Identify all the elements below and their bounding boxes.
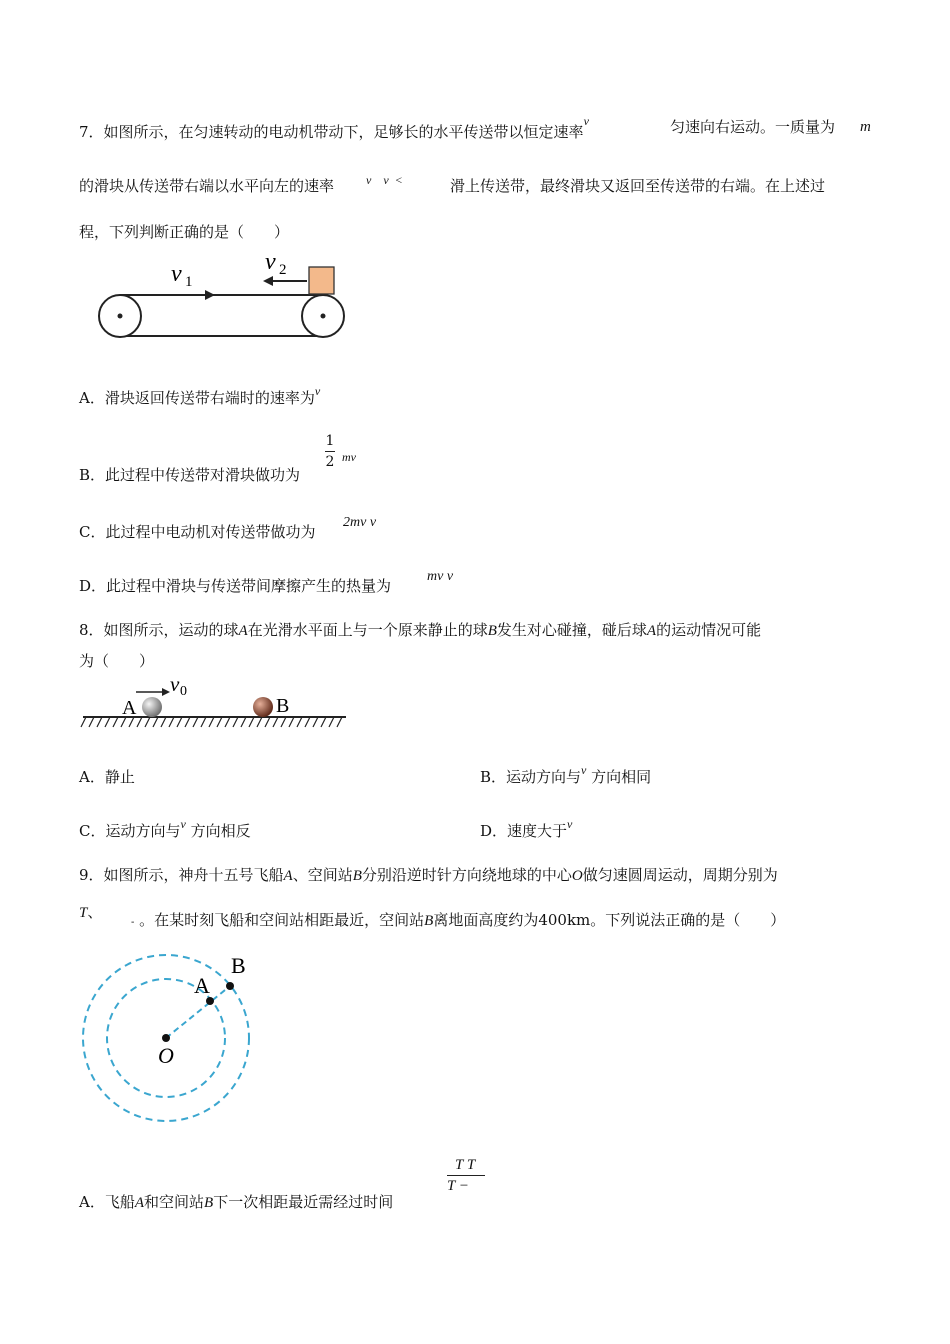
q9-line1: 9．如图所示，神舟十五号飞船A、空间站B分别沿逆时针方向绕地球的中心O做匀速圆周运动，周期分别为 <box>79 866 778 884</box>
center-point <box>162 1034 170 1042</box>
q7-option-c: C．此过程中电动机对传送带做功为 <box>79 523 316 541</box>
q7-line1: 7．如图所示，在匀速转动的电动机带动下，足够长的水平传送带以恒定速率$^v$ <box>79 114 589 141</box>
q9-option-a-fraction: T T T − <box>447 1156 485 1195</box>
ball-b <box>253 697 273 717</box>
ball-a-label: A <box>122 697 137 719</box>
q7-line2b: 滑上传送带，最终滑块又返回至传送带的右端。在上述过 <box>450 177 826 195</box>
q7-line2a: 的滑块从传送带右端以水平向左的速率 <box>79 177 335 195</box>
v1-label: v <box>171 261 182 287</box>
label-o: O <box>158 1043 174 1068</box>
q7-option-b: B．此过程中传送带对滑块做功为 <box>79 466 301 484</box>
conveyor-belt <box>99 295 344 337</box>
q8-option-b: B．运动方向与$^v$ 方向相同 <box>480 763 652 786</box>
v0-label: v <box>170 672 180 696</box>
q9-option-a: A．飞船A和空间站B下一次相距最近需经过时间 <box>79 1193 394 1211</box>
slider-block <box>309 267 334 294</box>
q7-option-b-fraction: 1 2 <box>325 433 335 470</box>
q8-option-c: C．运动方向与$^v$ 方向相反 <box>79 817 251 840</box>
label-b: B <box>231 953 246 978</box>
q8-option-a: A．静止 <box>79 768 135 786</box>
q7-mass-symbol: m <box>860 119 871 135</box>
v2-sub: 2 <box>279 262 287 278</box>
point-b <box>226 982 234 990</box>
collision-figure <box>80 672 350 734</box>
v0-sub: 0 <box>180 684 187 699</box>
q7-option-d-tail: mv v <box>427 569 454 584</box>
q8-option-d: D．速度大于$^v$ <box>480 817 573 840</box>
q7-v2-symbol: v v < <box>366 173 403 187</box>
q8-line1: 8．如图所示，运动的球A在光滑水平面上与一个原来静止的球B发生对心碰撞，碰后球A的运动情况可能 <box>79 621 762 639</box>
q7-option-d: D．此过程中滑块与传送带间摩擦产生的热量为 <box>79 577 392 595</box>
q7-option-a: A．滑块返回传送带右端时的速率为$^v$ <box>79 384 321 407</box>
q7-line3: 程，下列判断正确的是（ ） <box>79 223 290 241</box>
ball-b-label: B <box>276 695 290 717</box>
conveyor-figure <box>95 245 355 345</box>
q7-line1b: 匀速向右运动。一质量为 <box>670 118 836 136</box>
q9-line2: T、 - 。在某时刻飞船和空间站相距最近，空间站B离地面高度约为400km。下列说法正确的是（ ） <box>79 903 786 929</box>
ground-hatching <box>81 717 342 727</box>
q7-option-b-tail: mv <box>342 450 356 464</box>
ball-a <box>142 697 162 717</box>
v2-label: v <box>265 249 276 275</box>
orbit-figure <box>80 950 270 1130</box>
q7-option-c-tail: 2mv v <box>343 515 377 530</box>
q8-line2: 为（ ） <box>79 652 155 670</box>
point-a <box>206 997 214 1005</box>
label-a: A <box>194 973 210 998</box>
v1-sub: 1 <box>185 274 193 290</box>
